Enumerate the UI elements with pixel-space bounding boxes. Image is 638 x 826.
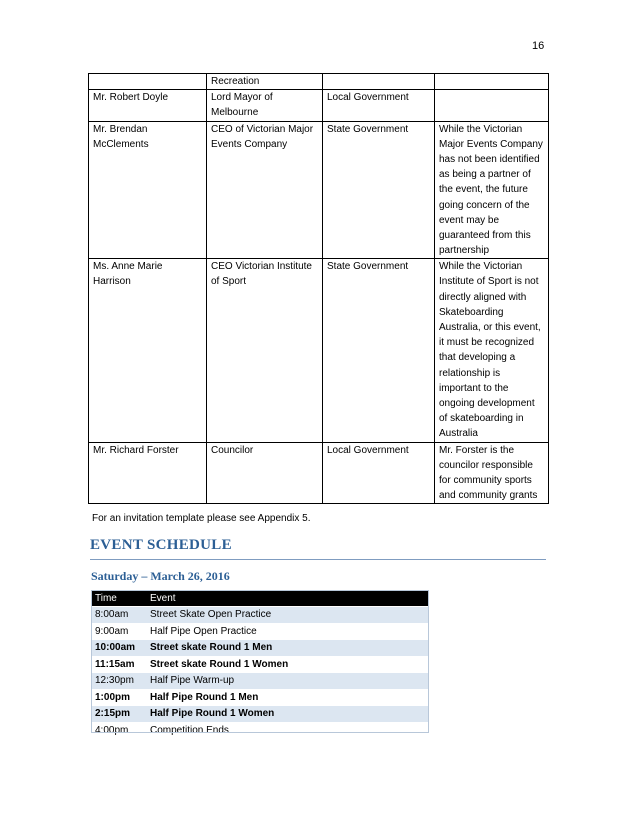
schedule-time: 1:00pm: [91, 689, 146, 706]
schedule-event: Half Pipe Open Practice: [146, 623, 429, 640]
stakeholder-name: Mr. Brendan McClements: [89, 121, 207, 259]
stakeholder-title: CEO of Victorian Major Events Company: [207, 121, 323, 259]
schedule-event: Street skate Round 1 Women: [146, 656, 429, 673]
invitation-note: For an invitation template please see Appendix 5.: [92, 513, 311, 524]
schedule-time: 10:00am: [91, 640, 146, 657]
stakeholder-name: Ms. Anne Marie Harrison: [89, 259, 207, 442]
schedule-event: Competition Ends: [146, 722, 429, 739]
schedule-event: Half Pipe Round 1 Women: [146, 706, 429, 723]
table-row: [91, 689, 429, 706]
stakeholder-name: Mr. Robert Doyle: [89, 90, 207, 121]
event-header: Event: [146, 590, 429, 607]
day-title: Saturday – March 26, 2016: [91, 569, 230, 583]
schedule-time: 4:00pm: [91, 722, 146, 739]
stakeholder-title: Recreation: [207, 74, 323, 90]
stakeholder-level: [323, 74, 435, 90]
table-row: [91, 623, 429, 640]
stakeholder-level: Local Government: [323, 90, 435, 121]
table-row: [91, 607, 429, 624]
section-title: EVENT SCHEDULE: [90, 537, 546, 560]
schedule-time: 8:00am: [91, 607, 146, 624]
schedule-event: Street skate Round 1 Men: [146, 640, 429, 657]
schedule-event: Street Skate Open Practice: [146, 607, 429, 624]
table-row: [91, 640, 429, 657]
stakeholder-title: CEO Victorian Institute of Sport: [207, 259, 323, 442]
stakeholder-level: State Government: [323, 121, 435, 259]
time-header: Time: [91, 590, 146, 607]
stakeholder-title: Lord Mayor of Melbourne: [207, 90, 323, 121]
table-row: [91, 673, 429, 690]
table-row: [89, 442, 549, 504]
schedule-time: 9:00am: [91, 623, 146, 640]
schedule-event: Half Pipe Warm-up: [146, 673, 429, 690]
stakeholder-level: Local Government: [323, 442, 435, 504]
page-number: 16: [532, 40, 545, 52]
stakeholder-name: Mr. Richard Forster: [89, 442, 207, 504]
schedule-header-row: [91, 590, 429, 607]
table-row: [89, 90, 549, 121]
stakeholder-note: Mr. Forster is the councilor responsible for community sports and community grants: [435, 442, 549, 504]
stakeholder-note: While the Victorian Major Events Company has not been identified as being a partner of the event, the future going concern of the event may be guaranteed from this partnership: [435, 121, 549, 259]
table-row: [89, 121, 549, 259]
stakeholder-name: [89, 74, 207, 90]
table-row: [91, 656, 429, 673]
schedule-table: [91, 590, 429, 739]
schedule-time: 12:30pm: [91, 673, 146, 690]
schedule-event: Half Pipe Round 1 Men: [146, 689, 429, 706]
stakeholder-table: [88, 73, 549, 504]
stakeholder-note: While the Victorian Institute of Sport is not directly aligned with Skateboarding Australia, or this event, it must be recognized that developing a relationship is important to the ongoing development of skateboarding in Australia: [435, 259, 549, 442]
schedule-time: 11:15am: [91, 656, 146, 673]
table-row: [91, 722, 429, 739]
stakeholder-note: [435, 90, 549, 121]
stakeholder-title: Councilor: [207, 442, 323, 504]
table-row: [89, 259, 549, 442]
stakeholder-level: State Government: [323, 259, 435, 442]
schedule-time: 2:15pm: [91, 706, 146, 723]
stakeholder-note: [435, 74, 549, 90]
table-row: [91, 706, 429, 723]
table-row: [89, 74, 549, 90]
